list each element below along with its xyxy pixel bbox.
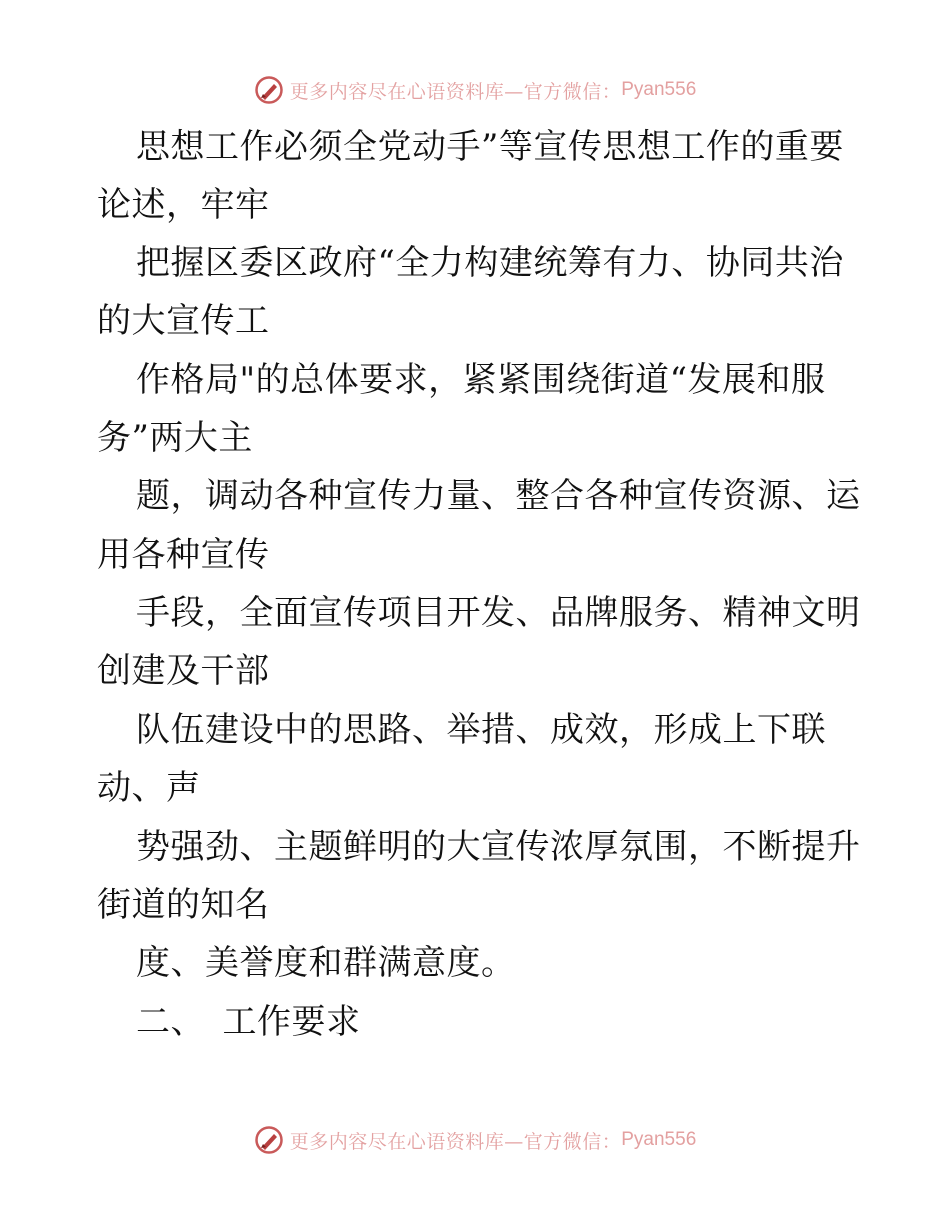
pen-in-circle-icon — [254, 75, 284, 105]
watermark-text: 更多内容尽在心语资料库—官方微信： — [289, 1130, 622, 1153]
text-line: 队伍建设中的思路、举措、成效，形成上下联 — [136, 710, 826, 750]
watermark-text: 更多内容尽在心语资料库—官方微信： — [289, 80, 622, 103]
text-line: 用各种宣传 — [97, 535, 270, 575]
text-line: 度、美誉度和群满意度。 — [136, 943, 516, 983]
text-line: 把握区委区政府“全力构建统筹有力、协同共治 — [136, 243, 844, 283]
watermark-header — [0, 72, 950, 108]
text-line: 务”两大主 — [97, 418, 253, 458]
text-line: 创建及干部 — [97, 651, 270, 691]
watermark-footer — [0, 1122, 950, 1158]
watermark-wechat-id: Pyan556 — [621, 1129, 697, 1150]
text-line: 思想工作必须全党动手”等宣传思想工作的重要 — [136, 127, 844, 167]
text-line: 论述，牢牢 — [97, 185, 270, 225]
text-line: 作格局"的总体要求，紧紧围绕街道“发展和服 — [136, 360, 826, 400]
watermark-wechat-id: Pyan556 — [621, 79, 697, 100]
text-line: 动、声 — [97, 768, 201, 808]
text-line: 街道的知名 — [97, 885, 270, 925]
text-line: 手段，全面宣传项目开发、品牌服务、精神文明 — [136, 593, 861, 633]
text-line: 势强劲、主题鲜明的大宣传浓厚氛围，不断提升 — [136, 827, 861, 867]
section-heading: 二、 工作要求 — [136, 1002, 361, 1042]
text-line: 题，调动各种宣传力量、整合各种宣传资源、运 — [136, 476, 861, 516]
pen-in-circle-icon — [254, 1125, 284, 1155]
text-line: 的大宣传工 — [97, 301, 270, 341]
